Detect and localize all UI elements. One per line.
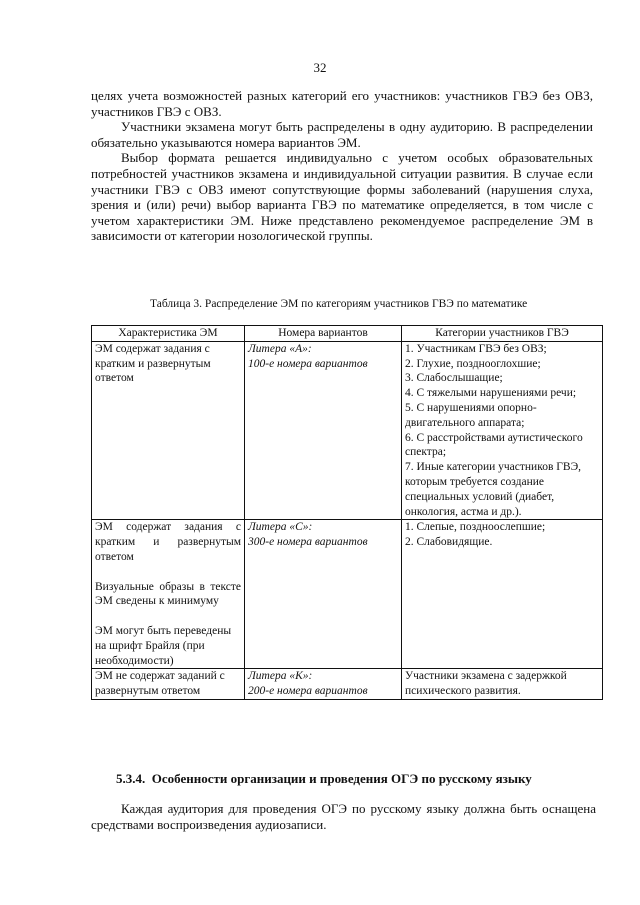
category-item: 1. Слепые, поздноослепшие; [405,521,546,534]
header-characteristic: Характеристика ЭМ [92,326,245,342]
categories-cell [402,669,603,700]
paragraph-distribution: Участники экзамена могут быть распределены в одну аудиторию. В распределении обязательно указываются номера вариантов ЭМ. [91,119,593,150]
category-item: Участники экзамена с задержкой психического развития. [405,670,567,698]
category-item: 3. Слабослышащие; [405,372,503,385]
body-text [91,88,593,244]
paragraph-format-choice: Выбор формата решается индивидуально с учетом особых образовательных потребностей участников экзамена и индивидуальной ситуации развития. В случае если участники ГВЭ с ОВЗ имеют сопутствующие формы заболеваний (нарушения слуха, зрения и (или) речи) выбор варианта ГВЭ по математике определяется, в том числе с учетом характеристики ЭМ. Ниже представлено рекомендуемое распределение ЭМ в зависимости от категории нозологической группы. [91,150,593,244]
category-item: 5. С нарушениями опорно-двигательного аппарата; [405,401,537,429]
characteristic-cell [92,520,245,669]
section-number: 5.3.4. [116,771,146,786]
variants-label: 200-е номера вариантов [248,685,368,698]
table-caption: Таблица 3. Распределение ЭМ по категориям участников ГВЭ по математике [150,298,528,310]
category-item: 2. Глухие, позднооглохшие; [405,357,541,370]
characteristic-text: ЭМ не содержат заданий с развернутым ответом [95,670,225,698]
variants-label: 100-е номера вариантов [248,357,368,370]
header-categories: Категории участников ГВЭ [402,326,603,342]
variants-label: 300-е номера вариантов [248,536,368,549]
variants-cell [245,341,402,520]
characteristic-text: ЭМ могут быть переведены на шрифт Брайля (при необходимости) [95,624,232,667]
variants-cell [245,520,402,669]
category-item: 1. Участникам ГВЭ без ОВЗ; [405,342,547,355]
table-row [92,669,603,700]
characteristic-text: ЭМ содержат задания с кратким и развернутым ответом [95,521,241,563]
characteristic-text: ЭМ содержат задания с кратким и развернутым ответом [95,342,211,385]
litera-label: Литера «А»: [248,342,312,355]
characteristic-cell [92,669,245,700]
closing-paragraph: Каждая аудитория для проведения ОГЭ по русскому языку должна быть оснащена средствами воспроизведения аудиозаписи. [91,801,596,832]
table-header-row [92,326,603,342]
section-title: Особенности организации и проведения ОГЭ по русскому языку [151,771,532,786]
variants-cell [245,669,402,700]
table-row [92,341,603,520]
section-heading [116,771,606,787]
litera-label: Литера «К»: [248,670,313,683]
table-row [92,520,603,669]
paragraph-continuation: целях учета возможностей разных категорий его участников: участников ГВЭ без ОВЗ, участников ГВЭ с ОВЗ. [91,88,593,119]
page-number: 32 [313,60,327,75]
category-item: 7. Иные категории участников ГВЭ, которым требуется создание специальных условий (диабет, онкология, астма и др.). [405,461,582,518]
characteristic-cell [92,341,245,520]
categories-cell [402,341,603,520]
em-distribution-table [91,325,603,700]
categories-cell [402,520,603,669]
characteristic-text: Визуальные образы в тексте ЭМ сведены к минимуму [95,580,241,608]
category-item: 4. С тяжелыми нарушениями речи; [405,387,577,400]
litera-label: Литера «С»: [248,521,313,534]
header-variants: Номера вариантов [245,326,402,342]
category-item: 2. Слабовидящие. [405,536,493,549]
category-item: 6. С расстройствами аутистического спектра; [405,431,583,459]
